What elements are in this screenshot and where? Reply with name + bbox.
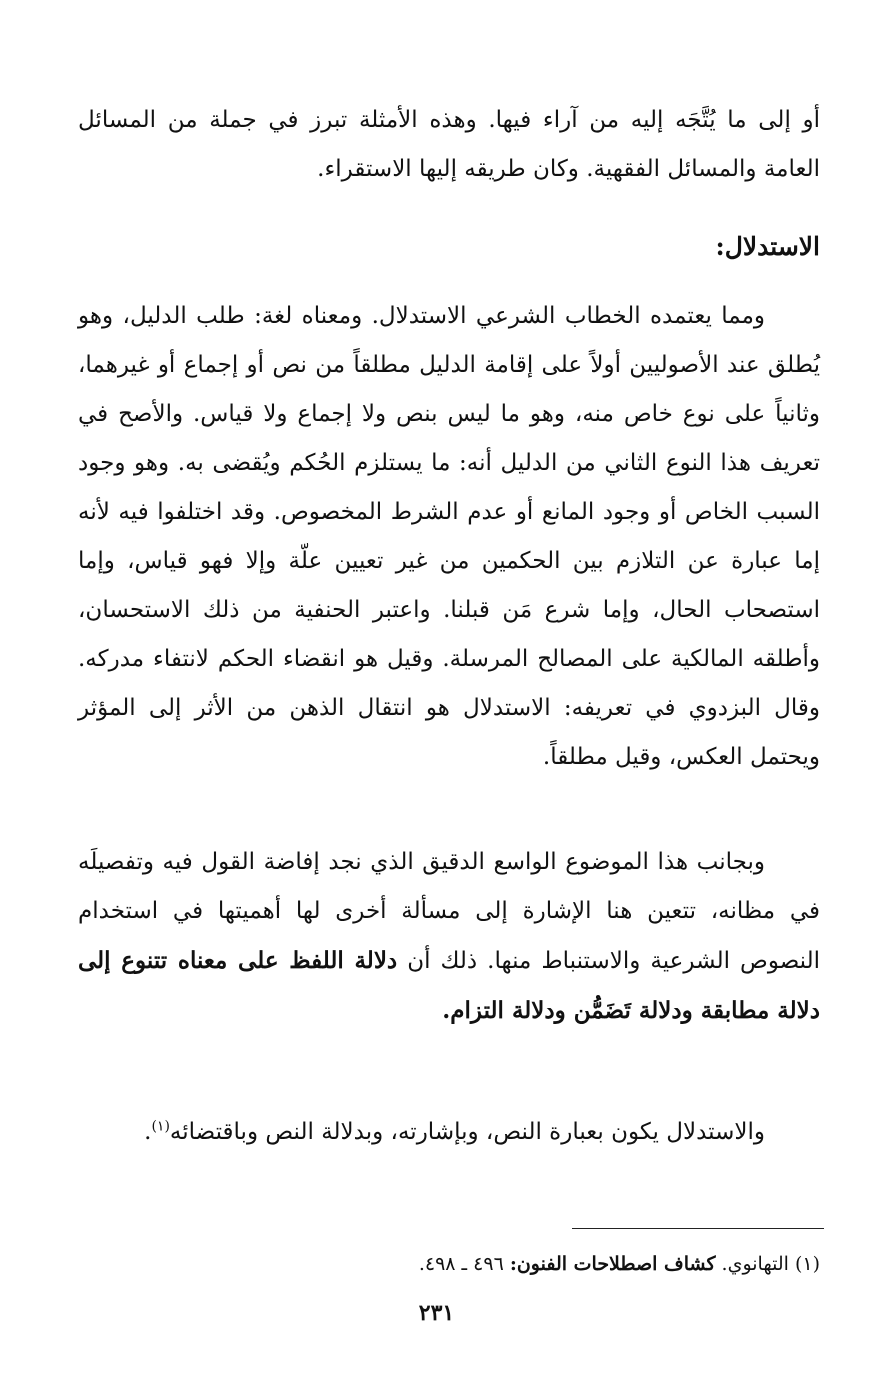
footnote-pages: ٤٩٦ ـ ٤٩٨. [418,1253,510,1275]
final-paragraph [78,1108,820,1157]
footnote-divider [572,1228,824,1229]
footnote-book-title: كشاف اصطلاحات الفنون: [509,1253,716,1275]
wabijanib-bold-text: دلالة اللفظ على معناه تتنوع إلى دلالة مطابقة ودلالة تَضَمُّن ودلالة التزام. [78,947,820,1024]
intro-paragraph: أو إلى ما يُتَّجَه إليه من آراء فيها. وهذه الأمثلة تبرز في جملة من المسائل العامة والمسائل الفقهية. وكان طريقه إليها الاستقراء. [78,107,820,182]
final-paragraph-period: . [144,1119,152,1145]
wabijanib-plain-text: وبجانب هذا الموضوع الواسع الدقيق الذي نجد إفاضة القول فيه وتفصيلَه في مظانه، تتعين هنا الإشارة إلى مسألة أخرى لها أهميتها في استخدام النصوص الشرعية والاستنباط منها. ذلك أن [78,849,821,974]
page-number: ٢٣١ [418,1300,455,1326]
wabijanib-paragraph [78,838,820,1036]
section-heading-istidlal: الاستدلال: [715,232,820,261]
istidlal-paragraph: ومما يعتمده الخطاب الشرعي الاستدلال. ومعناه لغة: طلب الدليل، وهو يُطلق عند الأصوليين أولاً على إقامة الدليل مطلقاً من نص أو إجماع أو غيرهما، وثانياً على نوع خاص منه، وهو ما ليس بنص ولا إجماع ولا قياس. والأصح في تعريف هذا النوع الثاني من الدليل أنه: ما يستلزم الحُكم ويُقضى به. وهو وجود السبب الخاص أو وجود المانع أو عدم الشرط المخصوص. وقد اختلفوا فيه لأنه إما عبارة عن التلازم بين الحكمين من غير تعيين علّة وإلا فهو قياس، وإما استصحاب الحال، وإما شرع مَن قبلنا. واعتبر الحنفية من ذلك الاستحسان، وأطلقه المالكية على المصالح المرسلة. وقيل هو انقضاء الحكم لانتفاء مدركه. وقال البزدوي في تعريفه: الاستدلال هو انتقال الذهن من الأثر إلى المؤثر ويحتمل العكس، وقيل مطلقاً. [78,303,820,770]
footnote [78,1246,820,1282]
footnote-reference[interactable]: (١) [151,1118,170,1135]
final-paragraph-text: والاستدلال يكون بعبارة النص، وبإشارته، وبدلالة النص وباقتضائه [169,1119,765,1145]
footnote-prefix: (١) التهانوي. [715,1253,820,1275]
